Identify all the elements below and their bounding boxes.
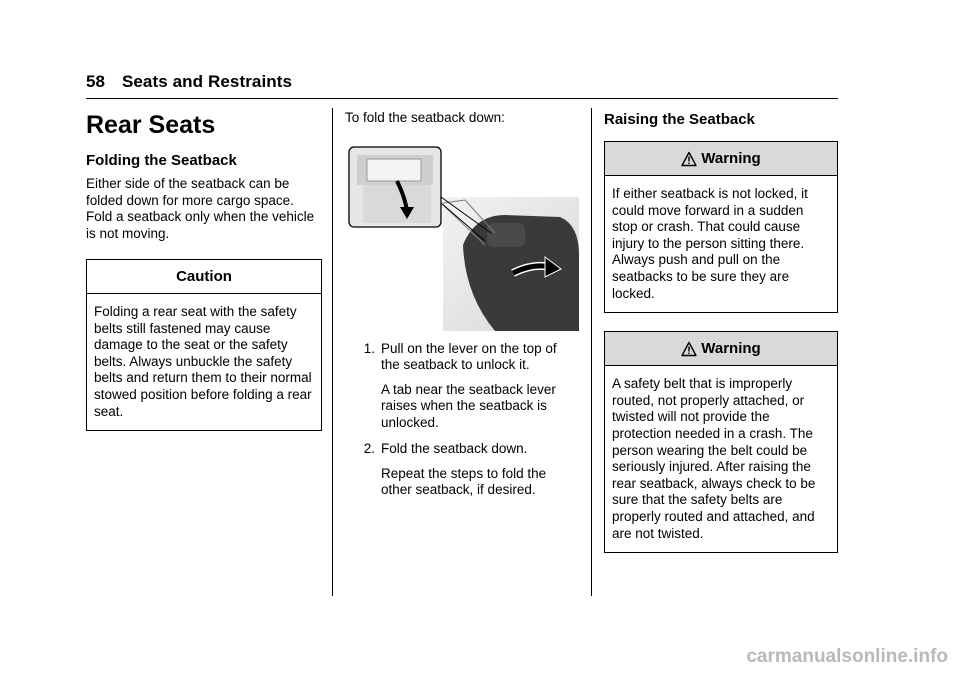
intro-paragraph: Either side of the seatback can be folded down for more cargo space. Fold a seatback only when the vehicle is not moving.	[86, 176, 315, 241]
warning-2-title: Warning	[701, 340, 761, 358]
column-2	[345, 108, 579, 509]
page-number: 58	[86, 72, 106, 91]
column-3	[604, 108, 838, 553]
column-divider-1	[332, 108, 333, 596]
seatback-illustration-svg	[345, 145, 579, 331]
steps-list	[345, 341, 579, 499]
step-1	[345, 341, 579, 432]
watermark: carmanualsonline.info	[746, 646, 948, 667]
header-rule	[86, 98, 838, 99]
step-1-note: A tab near the seatback lever raises when the seatback is unlocked.	[381, 381, 556, 430]
warning-1-body: If either seatback is not locked, it could move forward in a sudden stop or crash. That could cause injury to the person sitting there. Always push and pull on the seatbacks to be sure they are locked.	[612, 186, 808, 301]
chapter-title: Seats and Restraints	[121, 72, 293, 91]
step-2	[345, 441, 579, 499]
caution-box	[86, 259, 322, 431]
step-2-number: 2.	[363, 441, 375, 456]
column-1	[86, 108, 322, 431]
step-2-text: Fold the seatback down.	[381, 441, 528, 456]
warning-triangle-icon	[681, 151, 697, 167]
subsection-title-folding: Folding the Seatback	[86, 152, 237, 169]
warning-triangle-icon	[681, 341, 697, 357]
seatback-illustration	[345, 145, 579, 331]
warning-1-title: Warning	[701, 150, 761, 167]
step-1-text: Pull on the lever on the top of the seatback to unlock it.	[381, 340, 557, 372]
fold-lead-text: To fold the seatback down:	[345, 110, 505, 125]
warning-box-1	[604, 141, 838, 313]
step-1-number: 1.	[363, 340, 375, 356]
subsection-title-raising: Raising the Seatback	[604, 111, 755, 128]
caution-title: Caution	[87, 260, 321, 294]
step-2-note: Repeat the steps to fold the other seatback, if desired.	[381, 465, 547, 497]
caution-body: Folding a rear seat with the safety belts still fastened may cause damage to the seat or the safety belts. Always unbuckle the safety belts and return them to their normal stowed position before folding a rear seat.	[94, 304, 312, 419]
warning-box-2	[604, 331, 838, 553]
column-divider-2	[591, 108, 592, 596]
page-header	[86, 72, 292, 92]
section-title: Rear Seats	[86, 111, 216, 139]
warning-2-body: A safety belt that is improperly routed, not properly attached, or twisted will not provide the protection needed in a crash. The person wearing the belt could be seriously injured. After raising the rear seatback, always check to be sure that the safety belts are properly routed and attached, and are not twisted.	[612, 376, 816, 541]
